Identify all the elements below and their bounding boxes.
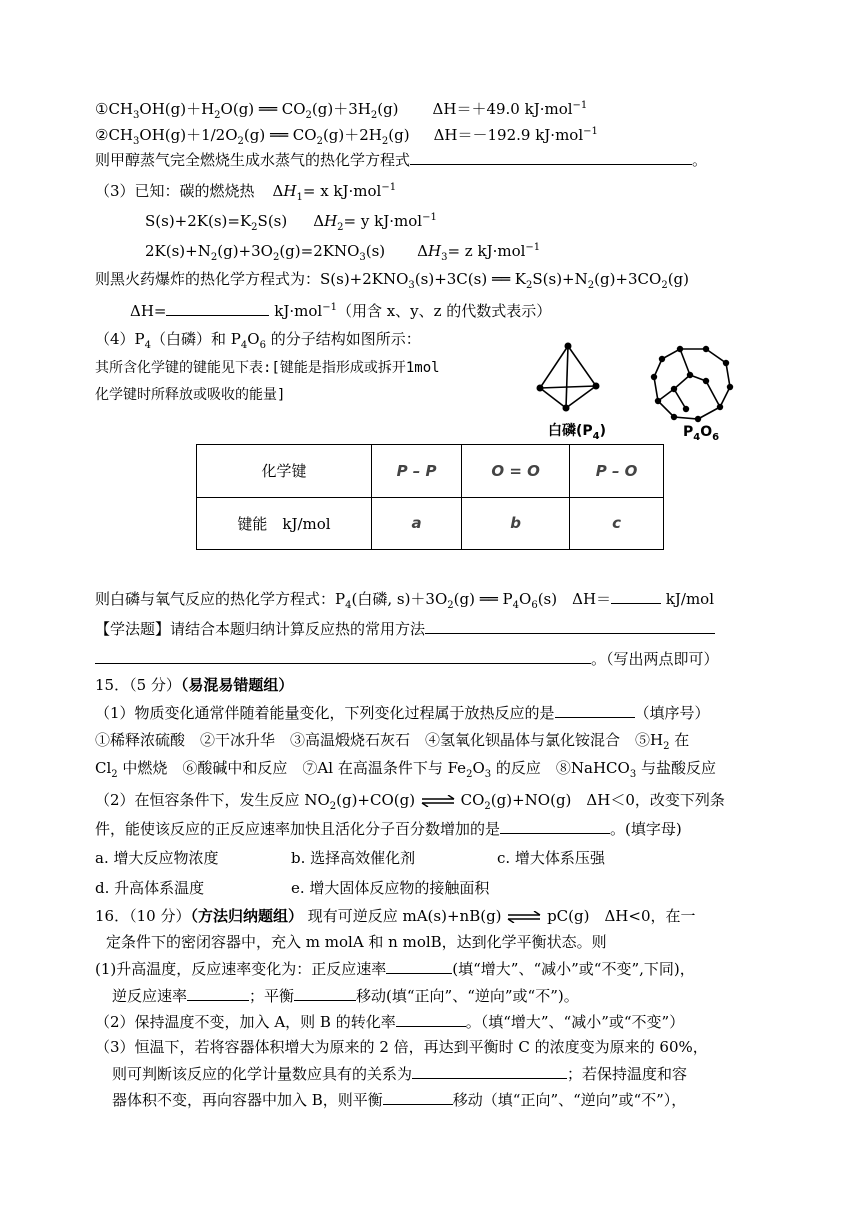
table-row <box>197 445 664 498</box>
equation-1: $①CH_3OH(g)+H_2O(g)$ ══ $CO_2(g)+3H_2(g)$ ΔH＝＋49.0 kJ·mol$^{-1}$ <box>95 100 588 121</box>
choice-c: c. 增大体系压强 <box>497 849 605 867</box>
table-cell: b <box>462 497 570 550</box>
question-15-choices-2 <box>95 878 489 898</box>
answer-blank[interactable] <box>611 588 661 604</box>
p4o6-label: $P_4O_6$ <box>683 424 720 443</box>
question-15-p2: （2）在恒容条件下，发生反应 $NO_2(g)+CO(g)$ $CO_2(g)+NO(g)$ ΔH＜0，改变下列条 <box>95 791 725 812</box>
question-4-title: $(4)P_4$（白磷）和 $P_4O_6$ 的分子结构如图所示： <box>95 330 421 351</box>
equilibrium-arrow-icon <box>420 795 456 807</box>
question-16-p3-line3: 器体积不变，再向容器中加入 B，则平衡 移动（填“正向”、“逆向”或“不”）， <box>112 1091 687 1109</box>
question-16-p3: （3）恒温下，若将容器体积增大为原来的 2 倍，再达到平衡时 C 的浓度变为原来的 60%， <box>95 1038 708 1056</box>
equation-2: $②CH_3OH(g)+1/2O_2(g)$ ══ $CO_2(g)+2H_2(g)$ ΔH＝－192.9 kJ·mol$^{-1}$ <box>95 126 598 147</box>
question-16-p1-line2: 逆反应速率 ；平衡 移动(填“正向”、“逆向”或“不”)。 <box>112 987 579 1005</box>
question-4-note-2: 化学键时所释放或吸收的能量] <box>95 387 286 403</box>
answer-blank[interactable] <box>386 958 452 974</box>
table-cell: a <box>372 497 462 550</box>
table-header-cell: P – P <box>372 445 462 498</box>
bond-energy-table <box>196 444 664 550</box>
question-3-title: （3）已知：碳的燃烧热 $\Delta H_1= x$ kJ·mol$^{-1}$ <box>95 182 397 203</box>
question-16-p2: （2）保持温度不变，加入 A，则 B 的转化率 。（填“增大”、“减小”或“不变”） <box>95 1013 685 1031</box>
choice-e: e. 增大固体反应物的接触面积 <box>291 879 490 897</box>
question-3-reaction: 则黑火药爆炸的热化学方程式为：$S(s)+2KNO_3(s)+3C(s)$ ══ $K_2S(s)+N_2(g)+3CO_2(g)$ <box>95 270 690 291</box>
question-3-eq-s: $S(s)+2K(s)=K_2S(s)$ $\Delta H_2= y$ kJ·mol$^{-1}$ <box>145 212 437 233</box>
question-16-header: 16．（10 分）（方法归纳题组） 现有可逆反应 mA(s)+nB(g) pC(g) ΔH<0，在一 <box>95 907 696 925</box>
answer-blank[interactable] <box>166 300 269 316</box>
equilibrium-arrow-icon <box>506 911 542 923</box>
answer-blank[interactable] <box>396 1011 466 1027</box>
p4o6-structure-icon <box>650 345 736 425</box>
white-phosphorus-structure-icon <box>530 340 610 420</box>
question-15-options-1: ①稀释浓硫酸 ②干冰升华 ③高温煅烧石灰石 ④氢氧化钡晶体与氯化铵混合 $⑤H_2$ 在 <box>95 731 690 752</box>
question-15-options-2: $Cl_2$ 中燃烧 ⑥酸碱中和反应 ⑦Al 在高温条件下与 $Fe_2O_3$ 的反应 ⑧NaHCO$_3$ 与盐酸反应 <box>95 759 716 780</box>
answer-blank[interactable] <box>500 818 610 834</box>
question-16-intro-2: 定条件下的密闭容器中，充入 m molA 和 n molB，达到化学平衡状态。则 <box>106 933 607 951</box>
answer-blank[interactable] <box>187 985 249 1001</box>
question-4-reaction: 则白磷与氧气反应的热化学方程式：$P_4$(白磷, $s)+3O_2(g)$ ══ $P_4O_6(s)$ ΔH＝ kJ/mol <box>95 590 715 611</box>
table-header-cell: P – O <box>570 445 664 498</box>
answer-blank[interactable] <box>555 702 635 718</box>
table-header-cell: O = O <box>462 445 570 498</box>
answer-blank[interactable] <box>383 1089 453 1105</box>
answer-blank[interactable] <box>412 1063 567 1079</box>
question-16-p3-line2: 则可判断该反应的化学计量数应具有的关系为 ；若保持温度和容 <box>112 1065 688 1083</box>
question-15-p1: （1）物质变化通常伴随着能量变化，下列变化过程属于放热反应的是 （填序号） <box>95 704 710 722</box>
question-3-eq-k: $2K(s)+N_2(g)+3O_2(g)=2KNO_3(s)$ $\Delta H_3= z$ kJ·mol$^{-1}$ <box>145 242 541 263</box>
question-15-choices-1 <box>95 848 605 868</box>
choice-d: d. 升高体系温度 <box>95 879 205 897</box>
question-15-p2-line2: 件，能使该反应的正反应速率加快且活化分子百分数增加的是 。(填字母) <box>95 820 682 838</box>
method-question-line2: 。（写出两点即可） <box>95 648 719 669</box>
table-row <box>197 497 664 550</box>
answer-blank[interactable] <box>294 985 356 1001</box>
choice-a: a. 增大反应物浓度 <box>95 849 219 867</box>
table-cell: c <box>570 497 664 550</box>
answer-blank[interactable] <box>425 618 715 634</box>
question-16-p1: (1)升高温度，反应速率变化为：正反应速率 (填“增大”、“减小”或“不变”,下同)， <box>95 960 695 978</box>
white-phosphorus-label: 白磷$(P_4)$ <box>548 423 607 442</box>
question-15-header: 15．（5 分）（易混易错题组） <box>95 676 294 694</box>
question-4-note-1: 其所含化学键的键能见下表:[键能是指形成或拆开1mol <box>95 360 440 376</box>
question-3-dh: ΔH= kJ·mol$^{-1}$（用含 x、y、z 的代数式表示） <box>130 302 552 320</box>
choice-b: b. 选择高效催化剂 <box>291 849 416 867</box>
answer-blank[interactable] <box>410 149 692 165</box>
question-2-prompt: 则甲醇蒸气完全燃烧生成水蒸气的热化学方程式 。 <box>95 151 708 169</box>
table-cell: 键能 kJ/mol <box>197 497 372 550</box>
table-header-cell: 化学键 <box>197 445 372 498</box>
answer-blank[interactable] <box>95 648 591 664</box>
method-question: 【学法题】请结合本题归纳计算反应热的常用方法 <box>95 618 715 639</box>
